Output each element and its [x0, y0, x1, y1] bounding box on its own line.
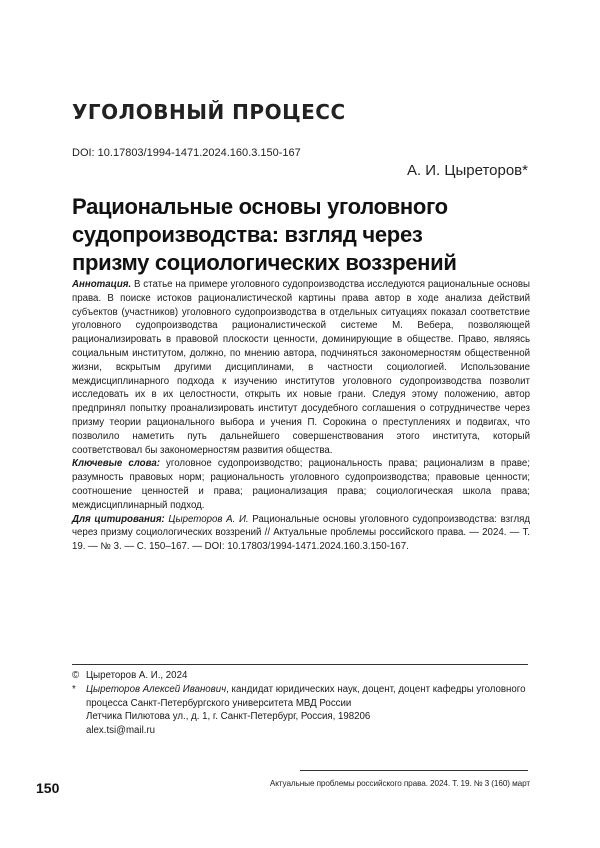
- author-email[interactable]: alex.tsi@mail.ru: [86, 725, 156, 737]
- article-title: Рациональные основы уголовного судопроизводства: взгляд через призму социологических воззрений: [72, 194, 457, 275]
- doi-line: DOI: 10.17803/1994-1471.2024.160.3.150-167: [72, 147, 301, 159]
- abstract-label: Аннотация.: [72, 279, 132, 290]
- citation-label: Для цитирования:: [72, 513, 165, 525]
- copyright-footnote: [72, 669, 530, 683]
- abstract-text: В статье на примере уголовного судопроизводства исследуются рациональные основы права. В поиске истоков рационалистической картины права автор в ходе анализа действий субъектов (участников) уголовного судопроизводства в отдельных ситуациях показал соответствие уголовного судопроизводства рационалистической системе М. Вебера, позволяющей рационализировать в правовой плоскости ценности, доминирующие в обществе. Право, являясь социальным институтом, должно, по мнению автора, подчиняться закономерностям общественной жизни, вскрытым другими дисциплинами, в частности социологией. Использование междисциплинарного подхода к изучению институтов уголовного судопроизводства позволит исследовать их в их целостности, открыть их новые грани. Следуя этому положению, автор предпринял попытку проанализировать институт досудебного соглашения о сотрудничестве через призму теории рационального выбора и учения П. Сорокина о преступлениях и подвигах, что позволило наметить путь дальнейшего совершенствования этого института, который соответствовал бы закономерностям развития общества.: [72, 279, 530, 456]
- footer-divider: [300, 770, 528, 771]
- page-number: 150: [36, 780, 60, 796]
- citation-text: Рациональные основы уголовного судопроизводства: взгляд через призму социологических воззрений // Актуальные проблемы российского права. — 2024. — Т. 19. — № 3. — С. 150–167. — DOI: 10.17803/1994-1471.2024.160.3.150-167.: [72, 513, 530, 553]
- citation-author: Цыреторов А. И.: [164, 513, 249, 525]
- section-heading: УГОЛОВНЫЙ ПРОЦЕСС: [72, 100, 346, 124]
- abstract-paragraph: [72, 278, 530, 457]
- author-details: [86, 683, 530, 711]
- author-info: , кандидат юридических наук, доцент, доцент кафедры уголовного процесса Санкт-Петербургского университета МВД России: [86, 683, 526, 709]
- author-name: А. И. Цыреторов*: [406, 162, 528, 179]
- author-footnote: [72, 683, 530, 738]
- footnotes: [72, 669, 530, 738]
- copyright-text: Цыреторов А. И., 2024: [86, 670, 188, 681]
- author-mark: *: [72, 683, 76, 695]
- footnote-divider: [72, 664, 528, 665]
- author-address: Летчика Пилютова ул., д. 1, г. Санкт-Петербург, Россия, 198206: [86, 711, 371, 723]
- citation-paragraph: [72, 513, 530, 554]
- keywords-paragraph: [72, 457, 530, 512]
- journal-running-footer: Актуальные проблемы российского права. 2024. Т. 19. № 3 (160) март: [269, 779, 530, 788]
- author-fullname: Цыреторов Алексей Иванович: [86, 683, 227, 695]
- abstract-block: [72, 278, 530, 554]
- keywords-text: уголовное судопроизводство; рациональность права; рационализм в праве; разумность правовых норм; рациональность уголовного судопроизводства; правовые ценности; соотношение ценностей и права; рационализация права; социологическая школа права; междисциплинарный подход.: [72, 458, 530, 511]
- copyright-mark: ©: [72, 670, 80, 681]
- keywords-label: Ключевые слова:: [72, 458, 160, 470]
